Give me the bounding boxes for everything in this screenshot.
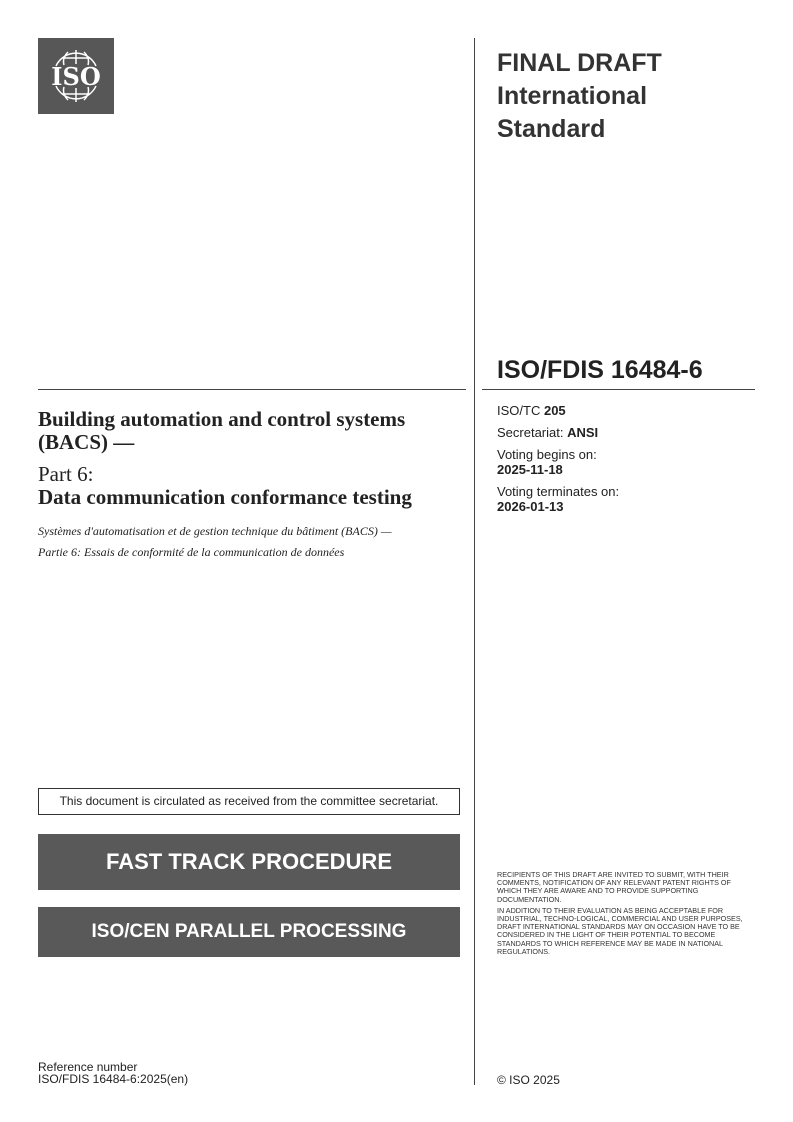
tc-label: ISO/TC bbox=[497, 403, 541, 418]
divider bbox=[482, 389, 755, 390]
voting-begins-label: Voting begins on: bbox=[497, 447, 597, 462]
header-line2: International bbox=[497, 82, 648, 110]
main-title: Building automation and control systems (BACS) — bbox=[38, 407, 406, 454]
notice-paragraph-2: IN ADDITION TO THEIR EVALUATION AS BEING ACCEPTABLE FOR INDUSTRIAL, TECHNO-LOGICAL, COMMERCIAL AND USER PURPOSES, DRAFT INTERNATIONAL STANDARDS MAY ON OCCASION HAVE TO BE CONSIDERED IN THE LIGHT OF THEIR POTENTIAL TO BECOME STANDARDS TO WHICH REFERENCE MAY BE MADE IN NATIONAL REGULATIONS. bbox=[497, 905, 743, 956]
french-title-1: Systèmes d'automatisation et de gestion technique du bâtiment (BACS) — bbox=[38, 524, 392, 538]
logo-text: ISO bbox=[51, 62, 101, 91]
french-title-2: Partie 6: Essais de conformité de la communication de données bbox=[38, 545, 345, 559]
draft-notice bbox=[497, 871, 752, 956]
part-label: Part 6: bbox=[38, 462, 94, 486]
title-block bbox=[38, 408, 453, 559]
circulated-note: This document is circulated as received from the committee secretariat. bbox=[38, 788, 460, 815]
secretariat-value: ANSI bbox=[567, 425, 599, 440]
reference-label: Reference number bbox=[38, 1060, 138, 1074]
tc-value: 205 bbox=[543, 403, 566, 418]
column-divider bbox=[474, 38, 475, 1085]
voting-ends-label: Voting terminates on: bbox=[497, 484, 620, 499]
header-line1: FINAL DRAFT bbox=[497, 49, 662, 77]
fast-track-banner: FAST TRACK PROCEDURE bbox=[38, 834, 460, 890]
voting-begins-value: 2025-11-18 bbox=[497, 462, 563, 477]
copyright: © ISO 2025 bbox=[497, 1073, 560, 1087]
notice-paragraph-1: RECIPIENTS OF THIS DRAFT ARE INVITED TO SUBMIT, WITH THEIR COMMENTS, NOTIFICATION OF ANY RELEVANT PATENT RIGHTS OF WHICH THEY ARE AWARE AND TO PROVIDE SUPPORTING DOCUMENTATION. bbox=[497, 870, 731, 904]
divider bbox=[38, 389, 466, 390]
subtitle: Data communication conformance testing bbox=[38, 485, 412, 509]
meta bbox=[497, 403, 619, 514]
iso-logo bbox=[38, 38, 114, 114]
header bbox=[497, 47, 662, 146]
reference bbox=[38, 1061, 188, 1085]
secretariat-label: Secretariat: bbox=[497, 425, 564, 440]
voting-ends-value: 2026-01-13 bbox=[497, 499, 564, 514]
header-line3: Standard bbox=[497, 115, 606, 143]
document-id: ISO/FDIS 16484-6 bbox=[497, 356, 703, 384]
parallel-processing-banner: ISO/CEN PARALLEL PROCESSING bbox=[38, 907, 460, 957]
reference-value: ISO/FDIS 16484-6:2025(en) bbox=[38, 1072, 189, 1086]
